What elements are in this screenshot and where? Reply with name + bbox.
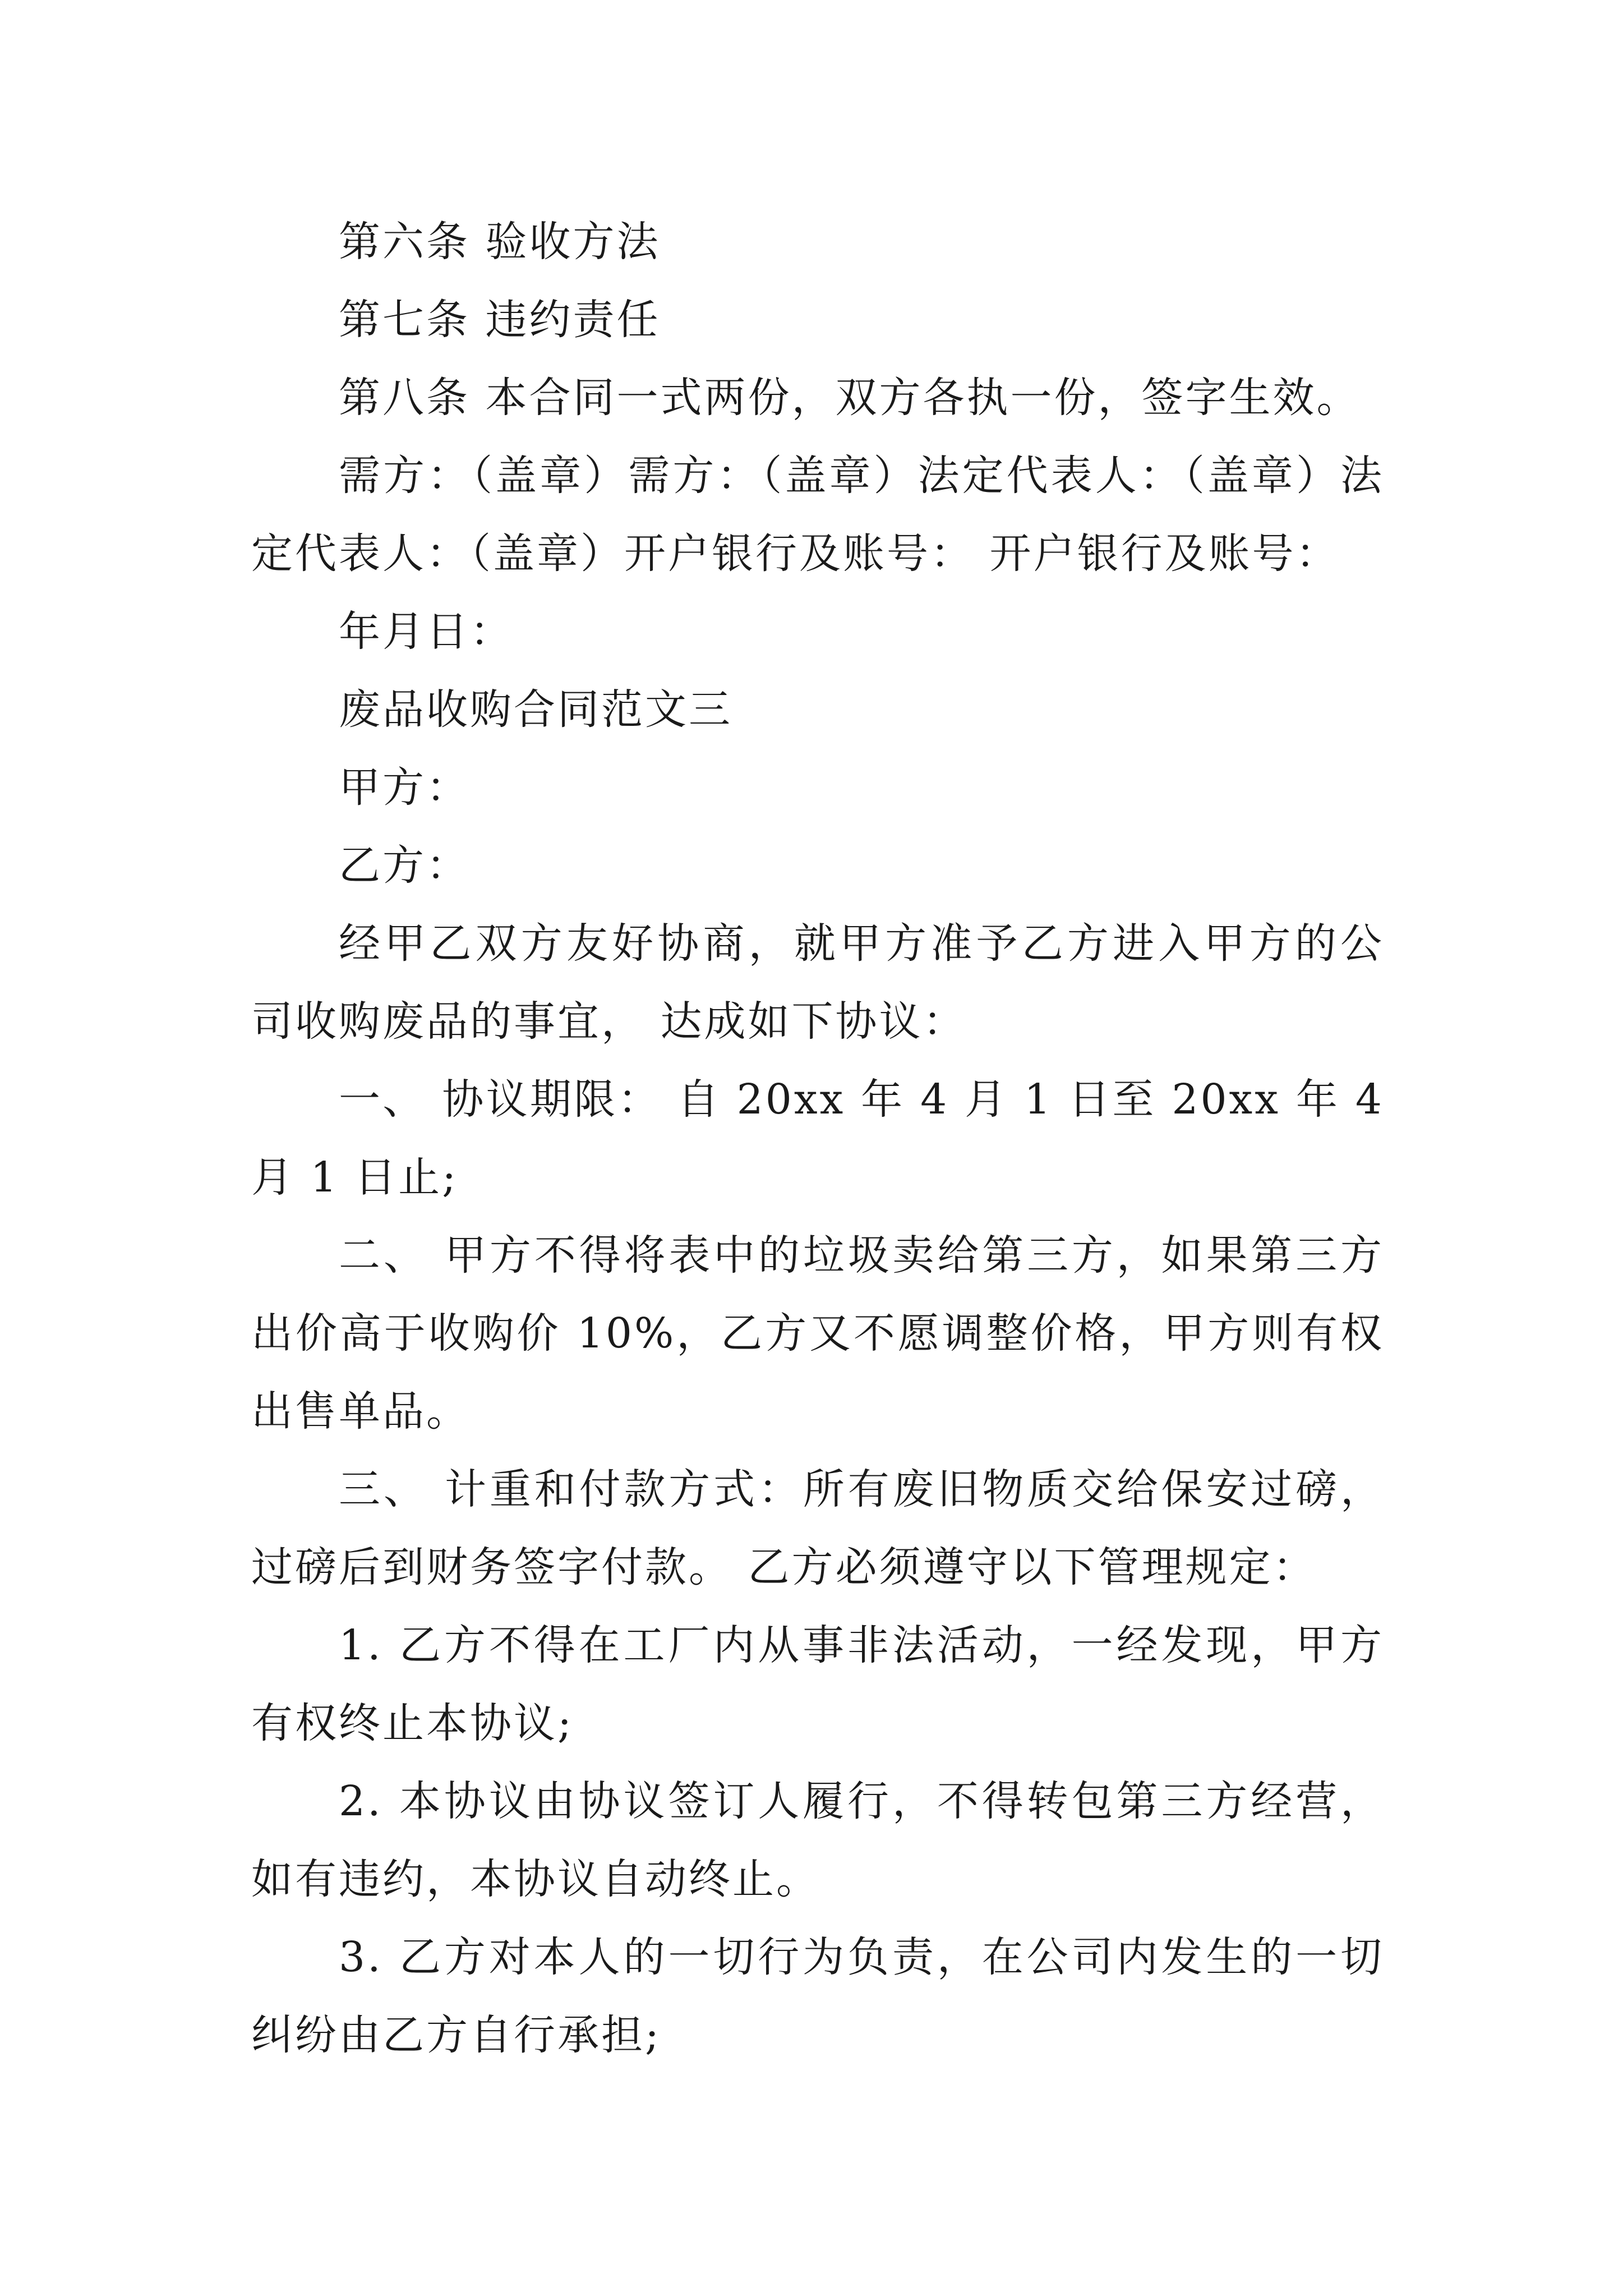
- rule-3-responsibility: 3. 乙方对本人的一切行为负责，在公司内发生的一切纠纷由乙方自行承担;: [251, 1933, 1384, 2059]
- clause-8-copies: 第八条 本合同一式两份，双方各执一份，签字生效。: [339, 374, 1361, 422]
- date-line: 年月日：: [339, 608, 514, 656]
- rule-1-illegal-activity: 1. 乙方不得在工厂内从事非法活动，一经发现，甲方有权终止本协议;: [251, 1621, 1384, 1747]
- signature-block: 需方：（盖章）需方：（盖章）法定代表人：（盖章）法定代表人：（盖章）开户银行及账号： 开户银行及账号：: [251, 452, 1384, 578]
- clause-7-liability: 第七条 违约责任: [339, 296, 661, 344]
- term-3-weighing-payment: 三、 计重和付款方式：所有废旧物质交给保安过磅，过磅后到财务签字付款。 乙方必须遵守以下管理规定：: [251, 1465, 1384, 1591]
- party-a-line: 甲方：: [339, 763, 470, 812]
- clause-6-acceptance-method: 第六条 验收方法: [339, 218, 661, 266]
- party-b-line: 乙方：: [339, 841, 470, 890]
- preamble: 经甲乙双方友好协商，就甲方准予乙方进入甲方的公司收购废品的事宜， 达成如下协议：: [251, 919, 1384, 1046]
- document-body: [251, 203, 1384, 2074]
- rule-2-no-subcontract: 2. 本协议由协议签订人履行，不得转包第三方经营，如有违约，本协议自动终止。: [251, 1777, 1384, 1903]
- term-2-third-party: 二、 甲方不得将表中的垃圾卖给第三方，如果第三方出价高于收购价 10%，乙方又不愿调整价格，甲方则有权出售单品。: [251, 1231, 1384, 1435]
- term-1-period: 一、 协议期限： 自 20xx 年 4 月 1 日至 20xx 年 4 月 1 日止;: [251, 1075, 1384, 1202]
- contract-title: 废品收购合同范文三: [339, 685, 732, 734]
